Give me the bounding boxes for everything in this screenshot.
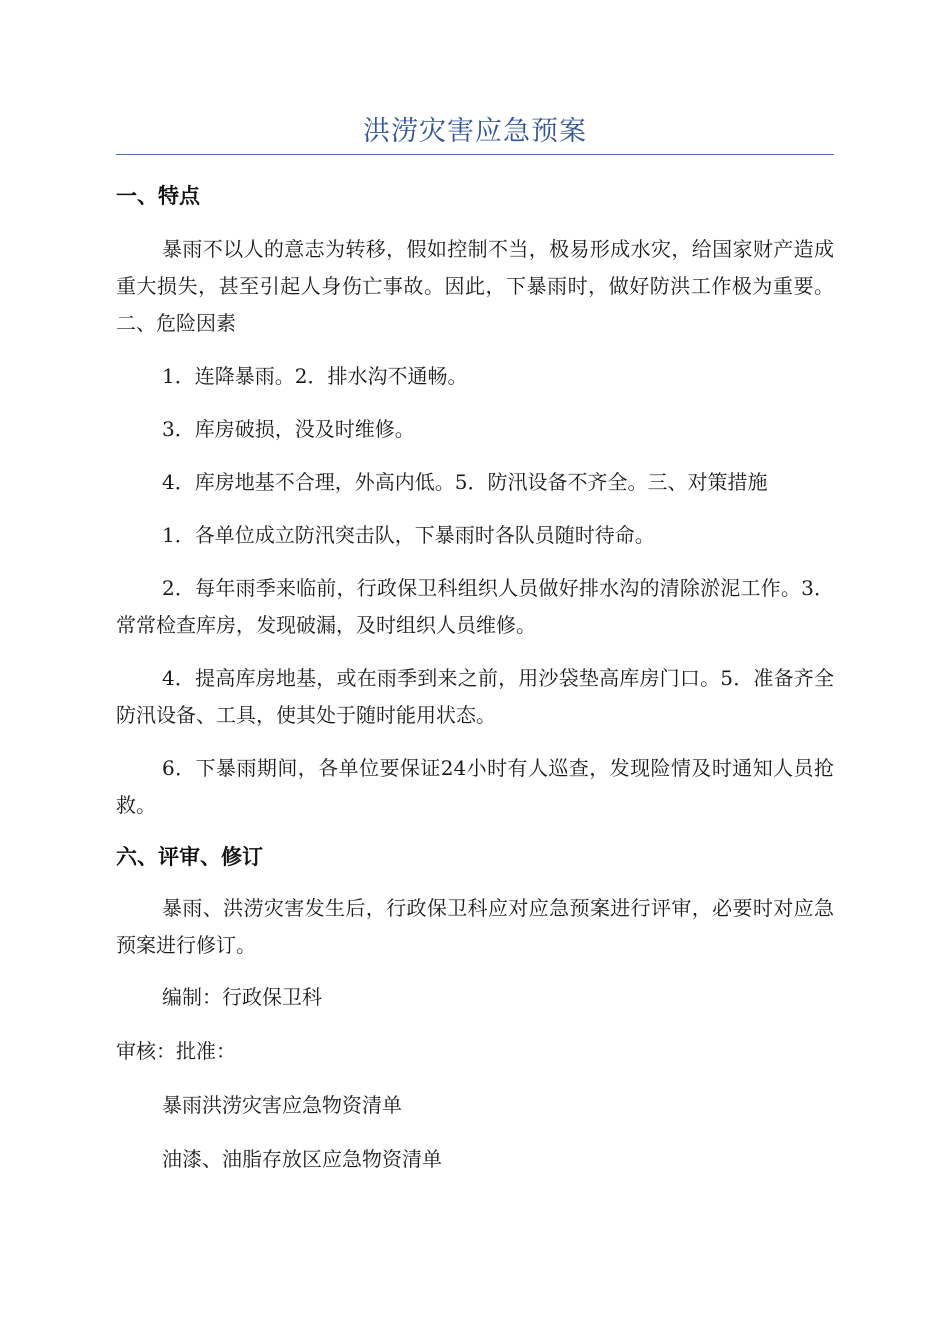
title-underline (116, 154, 834, 155)
measure-item-1: 1．各单位成立防汛突击队，下暴雨时各队员随时待命。 (162, 523, 655, 547)
section-heading-features: 一、特点 (116, 184, 200, 208)
risk-item-3: 3．库房破损，没及时维修。 (162, 417, 415, 441)
measure-item-6: 6．下暴雨期间，各单位要保证24小时有人巡查，发现险情及时通知人员抢救。 (116, 756, 834, 817)
emergency-supplies-list-title: 暴雨洪涝灾害应急物资清单 (162, 1093, 402, 1117)
review-paragraph: 暴雨、洪涝灾害发生后，行政保卫科应对应急预案进行评审，必要时对应急预案进行修订。 (116, 896, 834, 957)
compiled-by: 编制：行政保卫科 (162, 985, 322, 1009)
features-paragraph: 暴雨不以人的意志为转移，假如控制不当，极易形成水灾，给国家财产造成重大损失，甚至引起人身伤亡事故。因此，下暴雨时，做好防洪工作极为重要。二、危险因素 (116, 237, 834, 335)
measure-item-2-3: 2．每年雨季来临前，行政保卫科组织人员做好排水沟的清除淤泥工作。3．常常检查库房，发现破漏，及时组织人员维修。 (116, 576, 834, 637)
document-title: 洪涝灾害应急预案 (363, 116, 587, 147)
risk-item-4-5: 4．库房地基不合理，外高内低。5．防汛设备不齐全。三、对策措施 (162, 470, 768, 494)
document-page (116, 0, 834, 1174)
section-heading-review: 六、评审、修订 (116, 845, 263, 869)
paint-grease-supplies-list-title: 油漆、油脂存放区应急物资清单 (162, 1147, 442, 1171)
measure-item-4-5: 4．提高库房地基，或在雨季到来之前，用沙袋垫高库房门口。5．准备齐全防汛设备、工具，使其处于随时能用状态。 (116, 666, 834, 727)
risk-item-1-2: 1．连降暴雨。2．排水沟不通畅。 (162, 364, 468, 388)
review-approve-line: 审核：批准： (116, 1039, 236, 1063)
